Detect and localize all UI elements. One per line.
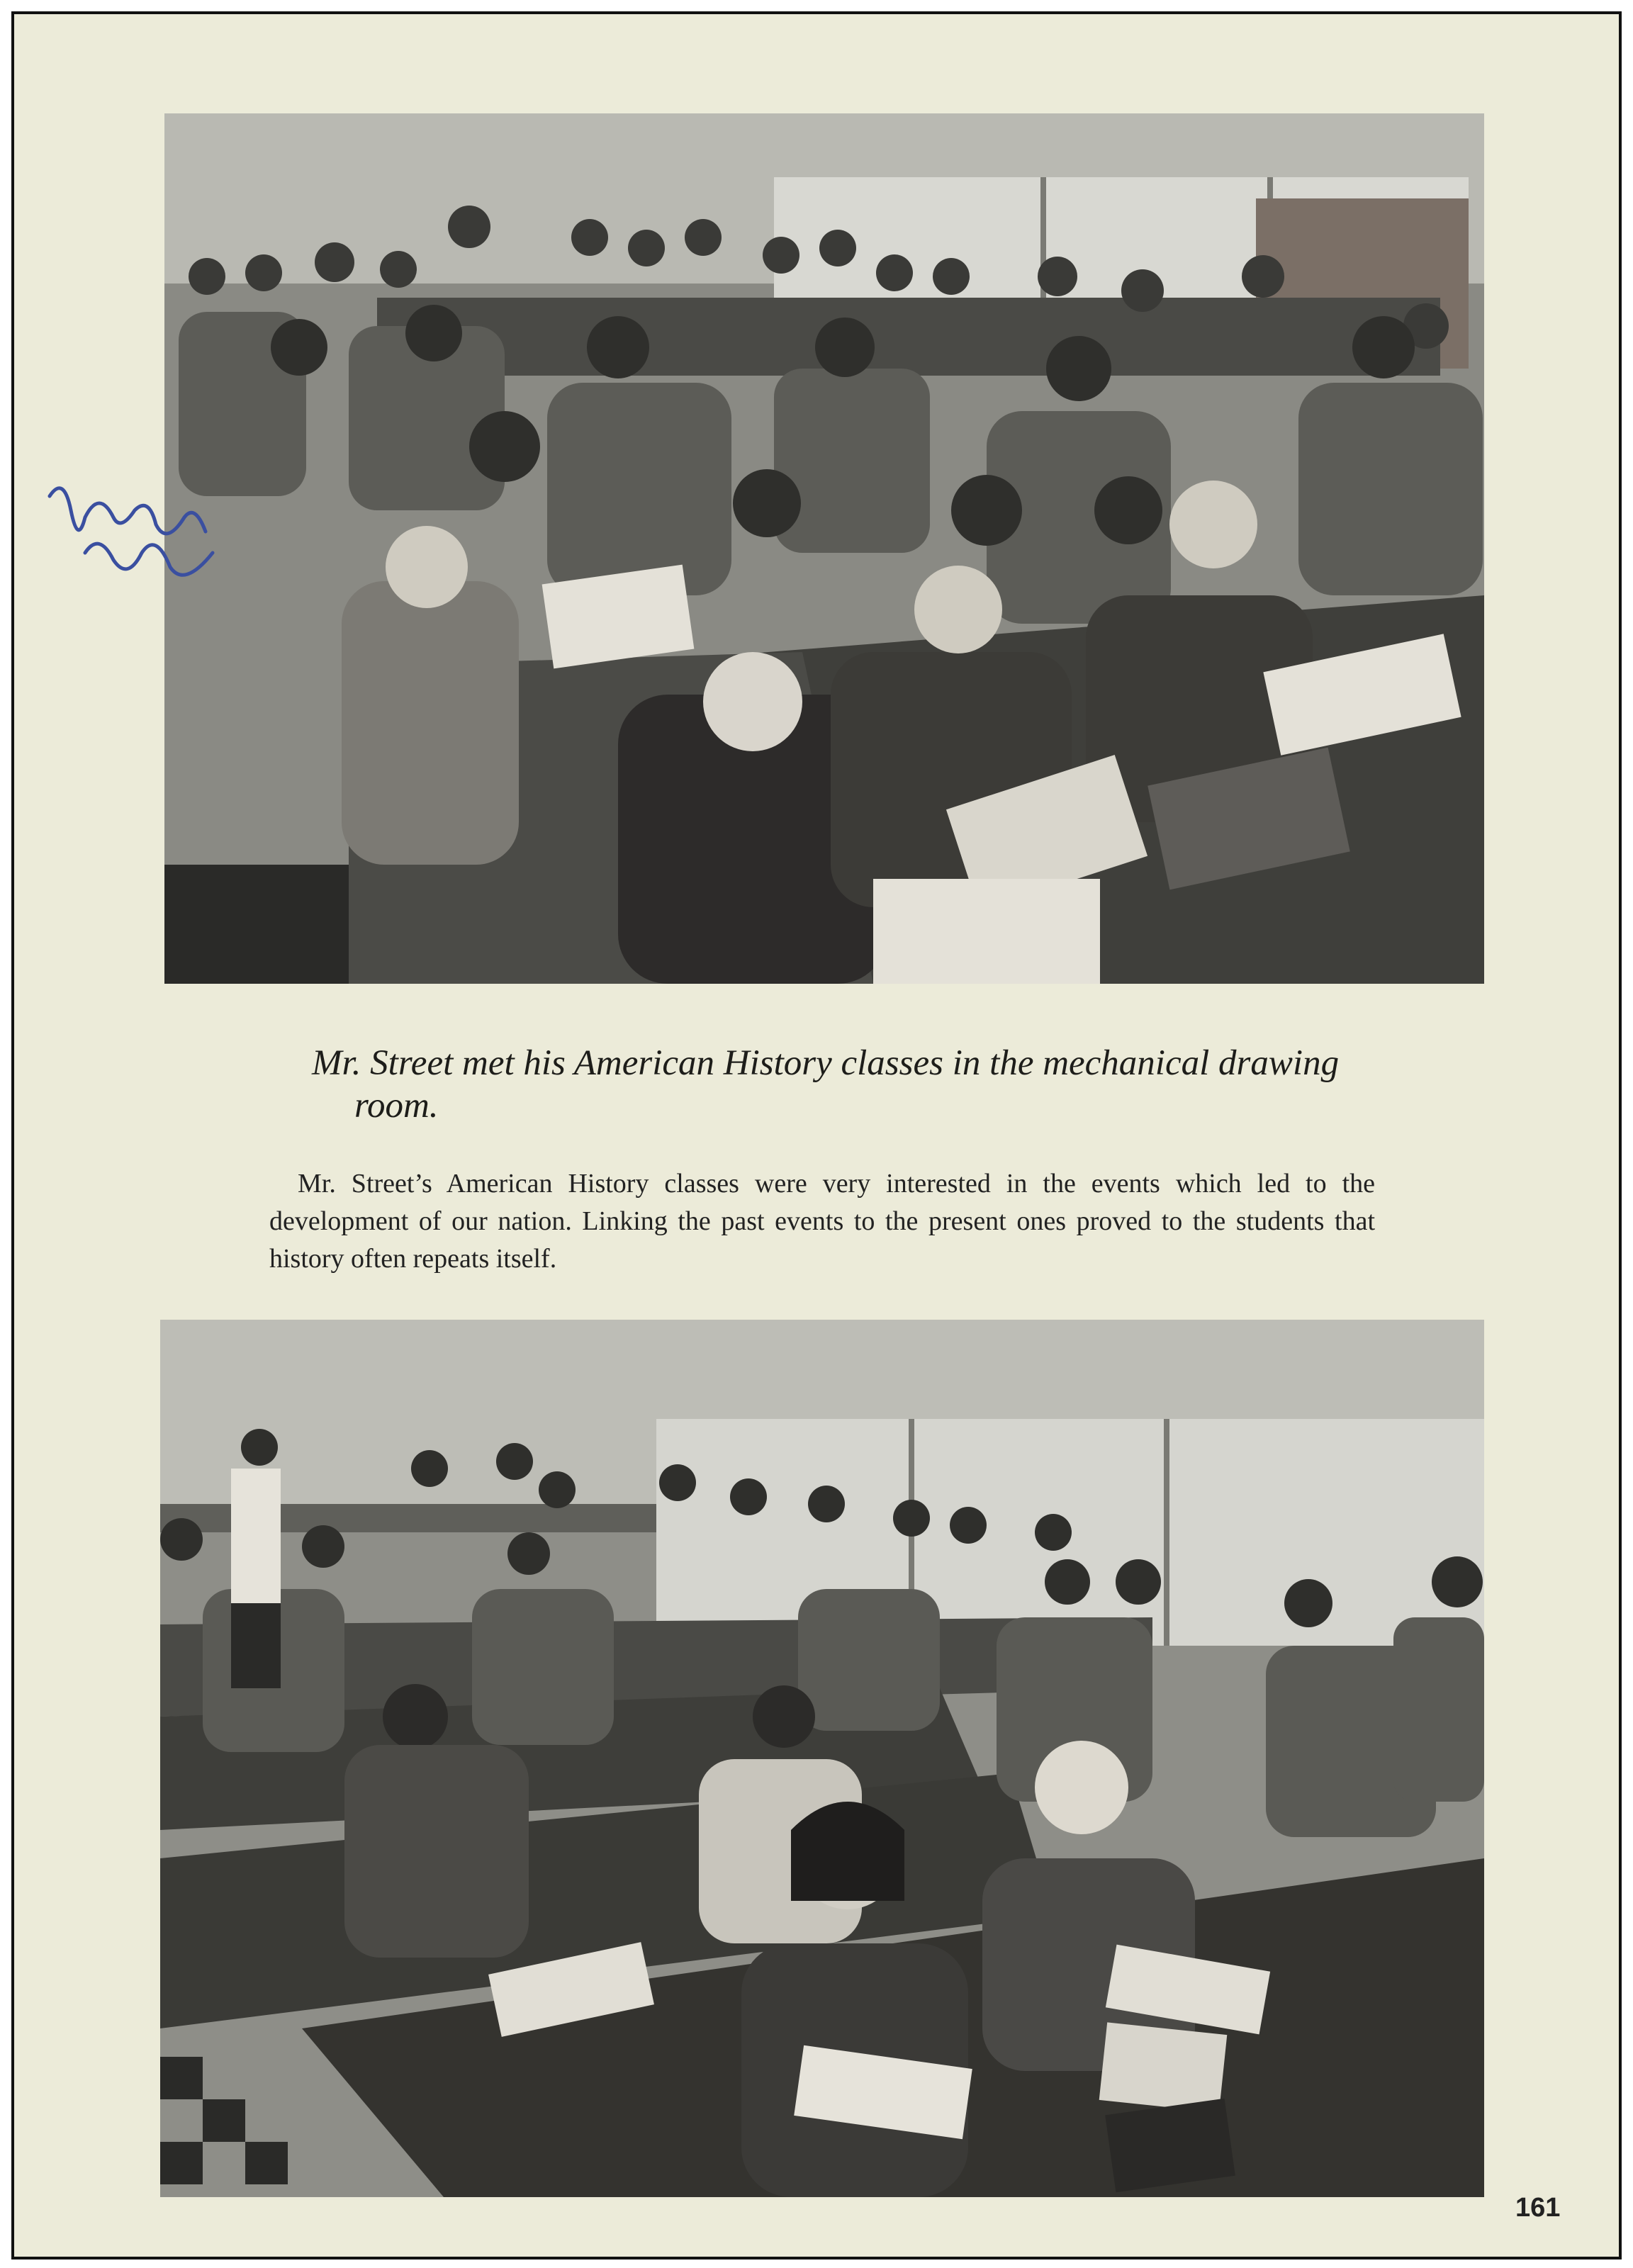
- photo-caption: Mr. Street met his American History classes in the mechanical drawing room.: [312, 1043, 1340, 1125]
- body-paragraph: Mr. Street’s American History classes were very interested in the events which led to the development of our nation. Linking the past events to the present ones proved to the students that history often repeats itself.: [269, 1169, 1375, 1274]
- classroom-photo-top: [164, 113, 1484, 984]
- handwritten-signature: [43, 468, 227, 595]
- page-number: 161: [1515, 2193, 1561, 2223]
- yearbook-page: [11, 11, 1622, 2259]
- classroom-photo-bottom: [160, 1320, 1484, 2197]
